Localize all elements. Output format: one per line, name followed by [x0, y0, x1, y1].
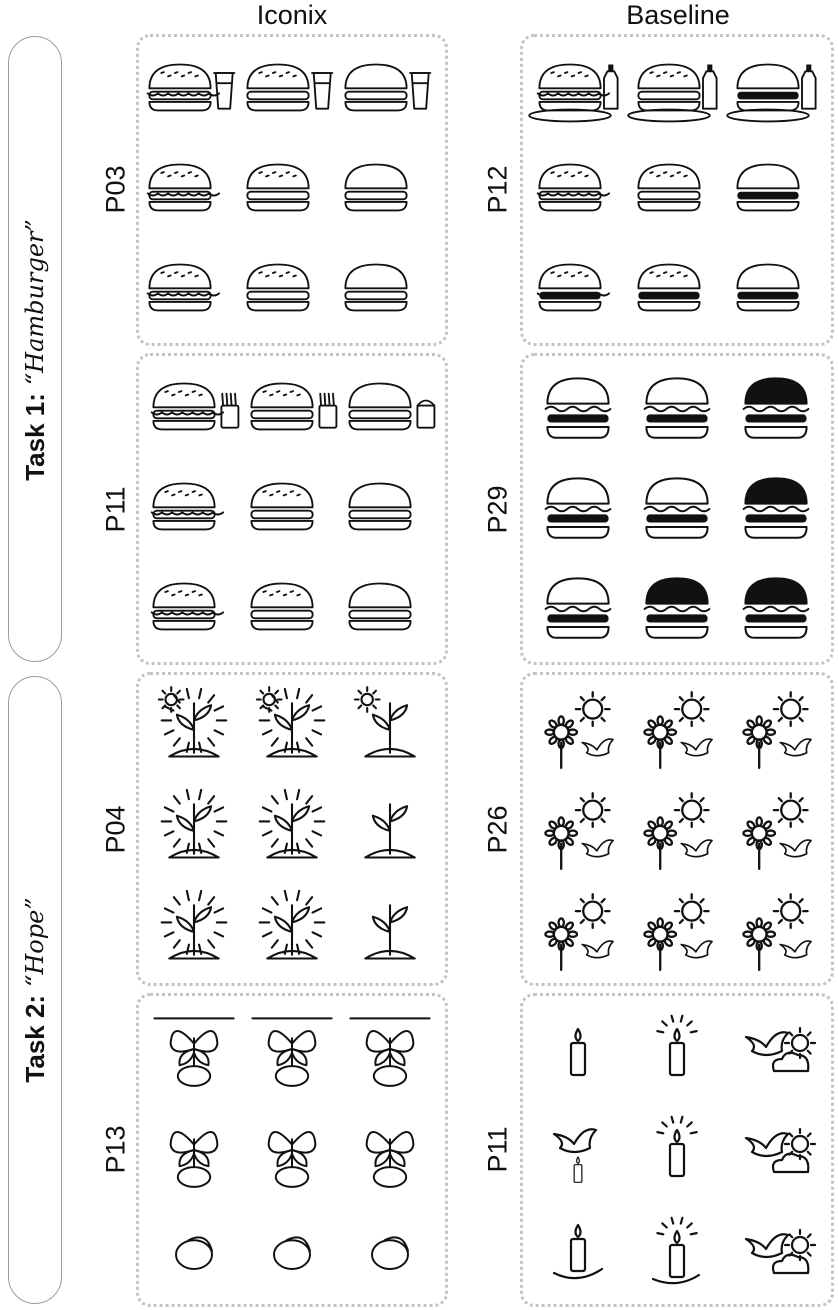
candle-icon-r3-c1	[554, 1225, 602, 1278]
cup-icon-r2-c3	[345, 165, 406, 211]
plant-icon-r3-c3	[365, 905, 414, 958]
panel-label-p11-hope: P11	[482, 1126, 513, 1173]
cup-icon-r1-c3	[345, 65, 430, 111]
cup-icon-r2-c1	[148, 165, 219, 211]
butterfly-icon-r1-c3	[350, 1018, 429, 1086]
butterfly-icon-r2-c1	[171, 1132, 218, 1187]
ketchup-icon-r3-c2	[638, 265, 699, 311]
butterfly-icon-r3-c3	[372, 1237, 408, 1269]
butterfly-icon-r2-c3	[367, 1132, 414, 1187]
scene-icon-r2-c1	[545, 793, 613, 869]
ketchup-icon-r3-c3	[737, 265, 798, 311]
scene-icon-r3-c2	[644, 894, 712, 970]
fries-icon-r2-c1	[152, 484, 223, 530]
panel-label-p26: P26	[482, 805, 513, 854]
fries-icon-r3-c3	[349, 584, 410, 630]
candle-icon-r2-c3	[746, 1129, 815, 1172]
scene-icon-r3-c1	[545, 894, 613, 970]
plant-icon-r1-c2	[257, 687, 324, 756]
candle-icon-r1-c3	[746, 1028, 815, 1071]
candle-icon-r3-c2	[653, 1218, 699, 1283]
fries-icon-r2-c2	[251, 484, 312, 530]
butterfly-icon-r1-c2	[252, 1018, 331, 1086]
cup-icon-r1-c2	[247, 65, 332, 111]
stack-icon-r2-c1	[546, 478, 611, 537]
grid-p11-hope	[520, 993, 834, 1307]
stack-icon-r3-c3	[744, 578, 809, 637]
candle-icon-r1-c2	[657, 1016, 696, 1075]
task-2-prompt: “Hope”	[21, 897, 49, 987]
task-1-title: Task 1:	[19, 393, 50, 481]
candle-icon-r2-c1	[554, 1129, 596, 1182]
candle-icon-r3-c3	[746, 1230, 815, 1273]
column-header-baseline: Baseline	[626, 0, 730, 30]
grid-p29	[520, 353, 834, 665]
fries-icon-r1-c2	[251, 384, 336, 430]
scene-icon-r1-c2	[644, 692, 712, 768]
scene-icon-r2-c2	[644, 793, 712, 869]
task-1-prompt: “Hamburger”	[21, 219, 49, 386]
task-2-title: Task 2:	[19, 994, 50, 1083]
ketchup-icon-r2-c1	[538, 165, 609, 211]
candle-icon-r1-c1	[571, 1029, 585, 1075]
stack-icon-r2-c3	[744, 478, 809, 537]
plant-icon-r3-c1	[162, 891, 227, 959]
grid-p12	[520, 34, 834, 346]
panel-label-p29: P29	[482, 485, 513, 534]
ketchup-icon-r1-c1	[529, 65, 617, 122]
stack-icon-r3-c1	[546, 578, 611, 637]
butterfly-icon-r3-c2	[274, 1237, 310, 1269]
fries-icon-r3-c1	[152, 584, 223, 630]
stack-icon-r3-c2	[645, 578, 710, 637]
cup-icon-r2-c2	[247, 165, 308, 211]
scene-icon-r3-c3	[743, 894, 811, 970]
scene-icon-r1-c1	[545, 692, 613, 768]
panel-label-p13: P13	[100, 1125, 131, 1174]
plant-icon-r2-c2	[260, 790, 325, 858]
grid-p04	[136, 672, 448, 986]
column-header-iconix: Iconix	[256, 0, 328, 30]
cup-icon-r1-c1	[148, 65, 235, 111]
fries-icon-r1-c3	[349, 384, 434, 430]
ketchup-icon-r2-c3	[737, 165, 798, 211]
stack-icon-r1-c3	[744, 378, 809, 437]
candle-icon-r2-c2	[657, 1117, 696, 1176]
butterfly-icon-r3-c1	[176, 1237, 212, 1269]
panel-label-p04: P04	[100, 805, 131, 854]
ketchup-icon-r3-c1	[538, 265, 609, 311]
cup-icon-r3-c3	[345, 265, 406, 311]
cup-icon-r3-c2	[247, 265, 308, 311]
fries-icon-r3-c2	[251, 584, 312, 630]
panel-label-p03: P03	[100, 165, 131, 214]
task-1-label	[15, 150, 55, 550]
grid-p13	[136, 993, 448, 1307]
cup-icon-r3-c1	[148, 265, 219, 311]
fries-icon-r1-c1	[152, 384, 239, 430]
grid-p11-burger	[136, 353, 448, 665]
grid-p03	[136, 34, 448, 346]
stack-icon-r1-c1	[546, 378, 611, 437]
plant-icon-r2-c3	[365, 804, 414, 857]
stack-icon-r1-c2	[645, 378, 710, 437]
plant-icon-r2-c1	[162, 790, 227, 858]
stack-icon-r2-c2	[645, 478, 710, 537]
fries-icon-r2-c3	[349, 484, 410, 530]
plant-icon-r1-c3	[355, 687, 415, 756]
plant-icon-r3-c2	[260, 891, 325, 959]
butterfly-icon-r1-c1	[154, 1018, 233, 1086]
task-2-label	[15, 790, 55, 1190]
scene-icon-r1-c3	[743, 692, 811, 768]
grid-p26	[520, 672, 834, 986]
panel-label-p11-burger: P11	[100, 486, 131, 533]
ketchup-icon-r1-c3	[727, 65, 815, 122]
butterfly-icon-r2-c2	[269, 1132, 316, 1187]
plant-icon-r1-c1	[159, 687, 226, 756]
scene-icon-r2-c3	[743, 793, 811, 869]
panel-label-p12: P12	[482, 165, 513, 214]
ketchup-icon-r1-c2	[628, 65, 716, 122]
ketchup-icon-r2-c2	[638, 165, 699, 211]
